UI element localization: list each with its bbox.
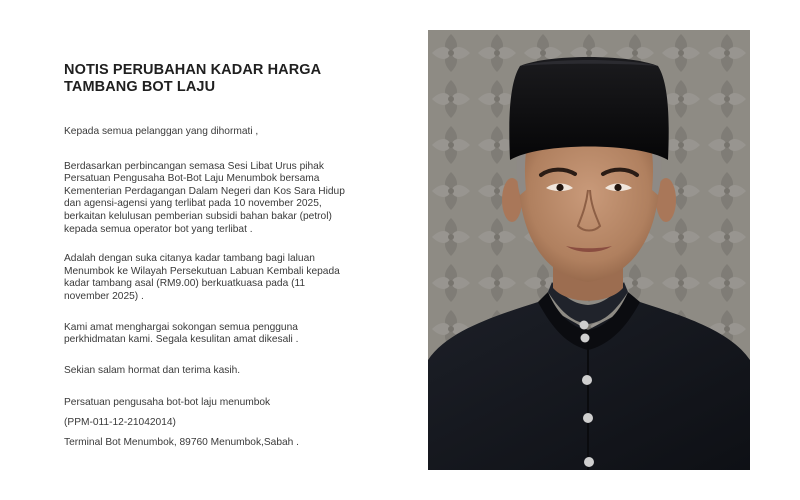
- greeting-text: Kepada semua pelanggan yang dihormati ,: [64, 126, 259, 137]
- paragraph-1-line: dan agensi-agensi yang terlibat pada 10 november 2025,: [64, 198, 322, 210]
- paragraph-3-line: perkhidmatan kami. Segala kesulitan amat dikesali .: [64, 334, 299, 346]
- notice-paragraph-1: [64, 161, 364, 237]
- notice-title: [64, 62, 364, 96]
- paragraph-2-line: november 2025) .: [64, 290, 144, 302]
- portrait-photo: [428, 30, 750, 470]
- paragraph-1-line: Berdasarkan perbincangan semasa Sesi Libat Urus pihak: [64, 160, 324, 172]
- closing-text: Sekian salam hormat dan terima kasih.: [64, 364, 241, 376]
- songkok-cap: [509, 57, 668, 160]
- notice-title-line-2: TAMBANG BOT LAJU: [64, 79, 216, 95]
- paragraph-2-line: Adalah dengan suka citanya kadar tambang bagi laluan: [64, 253, 315, 265]
- notice-greeting: [64, 126, 364, 139]
- signature-address: Terminal Bot Menumbok, 89760 Menumbok,Sabah .: [64, 436, 300, 448]
- paragraph-2-line: Menumbok ke Wilayah Persekutuan Labuan Kembali kepada: [64, 265, 340, 277]
- notice-closing: [64, 365, 364, 378]
- paragraph-1-line: Persatuan Pengusaha Bot-Bot Laju Menumbok bersama: [64, 173, 320, 185]
- notice-document: [64, 62, 364, 456]
- notice-signature: [64, 397, 364, 449]
- signature-organisation: Persatuan pengusaha bot-bot laju menumbok: [64, 397, 271, 409]
- notice-paragraph-3: [64, 322, 364, 347]
- portrait-illustration: [428, 30, 750, 470]
- paragraph-3-line: Kami amat menghargai sokongan semua pengguna: [64, 321, 298, 333]
- paragraph-1-line: berkaitan kelulusan pemberian subsidi bahan bakar (petrol): [64, 210, 332, 222]
- notice-paragraph-2: [64, 253, 364, 303]
- notice-title-line-1: NOTIS PERUBAHAN KADAR HARGA: [64, 62, 322, 78]
- paragraph-2-line: kadar tambang asal (RM9.00) berkuatkuasa pada (11: [64, 278, 306, 290]
- paragraph-1-line: Kementerian Perdagangan Dalam Negeri dan Kos Sara Hidup: [64, 185, 345, 197]
- signature-registration-number: (PPM-011-12-21042014): [64, 416, 176, 428]
- paragraph-1-line: kepada semua operator bot yang terlibat .: [64, 223, 253, 235]
